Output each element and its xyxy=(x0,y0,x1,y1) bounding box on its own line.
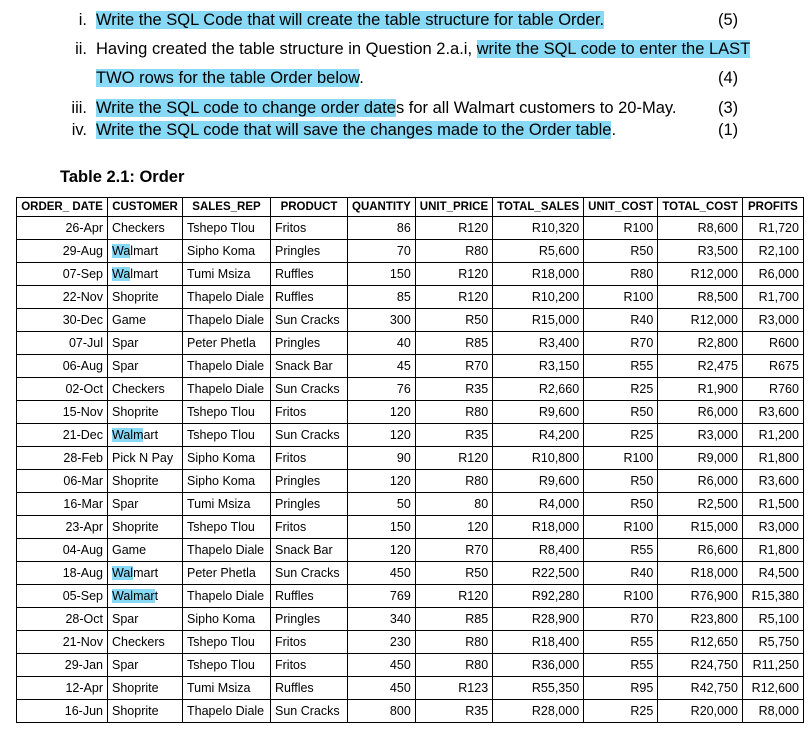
table-row xyxy=(17,516,804,539)
table-row xyxy=(17,447,804,470)
sales-rep-cell: Thapelo Diale xyxy=(183,378,271,401)
profits-cell: R1,500 xyxy=(742,493,803,516)
unit-cost-cell: R100 xyxy=(584,447,658,470)
customer-cell: Walmart xyxy=(108,424,183,447)
quantity-cell: 86 xyxy=(348,217,416,240)
unit-cost-cell: R55 xyxy=(584,539,658,562)
table-row xyxy=(17,562,804,585)
quantity-cell: 450 xyxy=(348,654,416,677)
customer-cell: Shoprite xyxy=(108,700,183,723)
table-row xyxy=(17,401,804,424)
profits-cell: R3,000 xyxy=(742,309,803,332)
product-cell: Ruffles xyxy=(271,677,348,700)
sales-rep-cell: Tshepo Tlou xyxy=(183,424,271,447)
customer-cell: Shoprite xyxy=(108,401,183,424)
quantity-cell: 120 xyxy=(348,539,416,562)
quantity-cell: 150 xyxy=(348,516,416,539)
order-date-cell: 02-Oct xyxy=(17,378,108,401)
total-cost-cell: R24,750 xyxy=(658,654,743,677)
quantity-cell: 300 xyxy=(348,309,416,332)
sales-rep-cell: Thapelo Diale xyxy=(183,355,271,378)
product-cell: Fritos xyxy=(271,654,348,677)
question-mark: (4) xyxy=(718,69,739,87)
customer-cell: Walmart xyxy=(108,240,183,263)
customer-cell: Game xyxy=(108,539,183,562)
question-number: ii. xyxy=(75,40,87,58)
unit-price-cell: R123 xyxy=(415,677,492,700)
sales-rep-cell: Thapelo Diale xyxy=(183,539,271,562)
product-cell: Pringles xyxy=(271,493,348,516)
total-cost-cell: R12,650 xyxy=(658,631,743,654)
total-cost-cell: R3,500 xyxy=(658,240,743,263)
order-date-cell: 06-Mar xyxy=(17,470,108,493)
unit-cost-cell: R100 xyxy=(584,516,658,539)
product-cell: Sun Cracks xyxy=(271,562,348,585)
unit-price-cell: R80 xyxy=(415,240,492,263)
sales-rep-cell: Sipho Koma xyxy=(183,608,271,631)
unit-price-cell: R80 xyxy=(415,654,492,677)
profits-cell: R760 xyxy=(742,378,803,401)
profits-cell: R1,720 xyxy=(742,217,803,240)
product-cell: Fritos xyxy=(271,631,348,654)
order-date-cell: 21-Nov xyxy=(17,631,108,654)
total-cost-cell: R6,000 xyxy=(658,470,743,493)
question-highlight: Write the SQL code to change order date xyxy=(96,99,396,117)
total-sales-cell: R18,000 xyxy=(493,516,584,539)
table-row xyxy=(17,424,804,447)
quantity-cell: 450 xyxy=(348,562,416,585)
total-sales-cell: R15,000 xyxy=(493,309,584,332)
column-header: TOTAL_COST xyxy=(658,198,743,217)
question-text: Having created the table structure in Question 2.a.i, xyxy=(96,40,477,58)
unit-cost-cell: R50 xyxy=(584,493,658,516)
customer-cell: Walmart xyxy=(108,263,183,286)
customer-cell: Shoprite xyxy=(108,677,183,700)
total-cost-cell: R9,000 xyxy=(658,447,743,470)
total-cost-cell: R6,000 xyxy=(658,401,743,424)
total-cost-cell: R1,900 xyxy=(658,378,743,401)
customer-cell: Game xyxy=(108,309,183,332)
sales-rep-cell: Tshepo Tlou xyxy=(183,631,271,654)
product-cell: Fritos xyxy=(271,217,348,240)
total-sales-cell: R4,200 xyxy=(493,424,584,447)
unit-price-cell: R85 xyxy=(415,608,492,631)
quantity-cell: 230 xyxy=(348,631,416,654)
table-row xyxy=(17,217,804,240)
unit-price-cell: R80 xyxy=(415,401,492,424)
unit-price-cell: R120 xyxy=(415,447,492,470)
customer-cell: Spar xyxy=(108,332,183,355)
column-header: PROFITS xyxy=(742,198,803,217)
product-cell: Pringles xyxy=(271,240,348,263)
unit-price-cell: R120 xyxy=(415,585,492,608)
table-header-row xyxy=(17,198,804,217)
sales-rep-cell: Tumi Msiza xyxy=(183,263,271,286)
table-row xyxy=(17,332,804,355)
profits-cell: R1,700 xyxy=(742,286,803,309)
order-date-cell: 18-Aug xyxy=(17,562,108,585)
question-number: iii. xyxy=(71,99,87,117)
total-sales-cell: R9,600 xyxy=(493,470,584,493)
unit-cost-cell: R25 xyxy=(584,378,658,401)
question-number: iv. xyxy=(71,121,87,139)
unit-price-cell: R80 xyxy=(415,631,492,654)
profits-cell: R1,200 xyxy=(742,424,803,447)
customer-cell: Shoprite xyxy=(108,286,183,309)
total-sales-cell: R22,500 xyxy=(493,562,584,585)
table-row xyxy=(17,585,804,608)
sales-rep-cell: Thapelo Diale xyxy=(183,700,271,723)
unit-cost-cell: R55 xyxy=(584,631,658,654)
profits-cell: R15,380 xyxy=(742,585,803,608)
customer-cell: Shoprite xyxy=(108,516,183,539)
order-date-cell: 29-Aug xyxy=(17,240,108,263)
unit-price-cell: R35 xyxy=(415,378,492,401)
profits-cell: R600 xyxy=(742,332,803,355)
unit-cost-cell: R100 xyxy=(584,286,658,309)
total-sales-cell: R10,800 xyxy=(493,447,584,470)
question-highlight: Write the SQL Code that will create the table structure for table Order. xyxy=(96,11,605,29)
total-cost-cell: R18,000 xyxy=(658,562,743,585)
order-date-cell: 06-Aug xyxy=(17,355,108,378)
quantity-cell: 800 xyxy=(348,700,416,723)
total-cost-cell: R12,000 xyxy=(658,263,743,286)
sales-rep-cell: Thapelo Diale xyxy=(183,309,271,332)
customer-cell: Shoprite xyxy=(108,470,183,493)
column-header: QUANTITY xyxy=(348,198,416,217)
quantity-cell: 340 xyxy=(348,608,416,631)
customer-cell: Spar xyxy=(108,654,183,677)
table-row xyxy=(17,677,804,700)
unit-price-cell: R80 xyxy=(415,470,492,493)
product-cell: Pringles xyxy=(271,608,348,631)
unit-price-cell: R70 xyxy=(415,539,492,562)
profits-cell: R6,000 xyxy=(742,263,803,286)
table-row xyxy=(17,355,804,378)
sales-rep-cell: Sipho Koma xyxy=(183,470,271,493)
total-cost-cell: R2,475 xyxy=(658,355,743,378)
product-cell: Snack Bar xyxy=(271,539,348,562)
total-sales-cell: R5,600 xyxy=(493,240,584,263)
profits-cell: R1,800 xyxy=(742,447,803,470)
table-row xyxy=(17,240,804,263)
customer-cell: Pick N Pay xyxy=(108,447,183,470)
unit-cost-cell: R100 xyxy=(584,585,658,608)
quantity-cell: 769 xyxy=(348,585,416,608)
total-sales-cell: R3,150 xyxy=(493,355,584,378)
order-table xyxy=(16,197,804,723)
order-date-cell: 28-Oct xyxy=(17,608,108,631)
table-row xyxy=(17,263,804,286)
total-cost-cell: R42,750 xyxy=(658,677,743,700)
order-date-cell: 28-Feb xyxy=(17,447,108,470)
product-cell: Pringles xyxy=(271,332,348,355)
profits-cell: R675 xyxy=(742,355,803,378)
quantity-cell: 50 xyxy=(348,493,416,516)
unit-price-cell: R120 xyxy=(415,286,492,309)
profits-cell: R4,500 xyxy=(742,562,803,585)
customer-cell: Spar xyxy=(108,493,183,516)
unit-price-cell: 120 xyxy=(415,516,492,539)
question-highlight: Write the SQL code that will save the changes made to the Order table xyxy=(96,121,612,139)
order-date-cell: 16-Jun xyxy=(17,700,108,723)
unit-cost-cell: R50 xyxy=(584,240,658,263)
total-sales-cell: R3,400 xyxy=(493,332,584,355)
profits-cell: R12,600 xyxy=(742,677,803,700)
total-sales-cell: R4,000 xyxy=(493,493,584,516)
profits-cell: R11,250 xyxy=(742,654,803,677)
column-header: UNIT_COST xyxy=(584,198,658,217)
customer-cell: Walmart xyxy=(108,562,183,585)
unit-cost-cell: R80 xyxy=(584,263,658,286)
customer-cell: Checkers xyxy=(108,217,183,240)
total-cost-cell: R12,000 xyxy=(658,309,743,332)
quantity-cell: 450 xyxy=(348,677,416,700)
unit-price-cell: R85 xyxy=(415,332,492,355)
customer-cell: Checkers xyxy=(108,631,183,654)
unit-cost-cell: R50 xyxy=(584,470,658,493)
unit-cost-cell: R50 xyxy=(584,401,658,424)
column-header: UNIT_PRICE xyxy=(415,198,492,217)
table-row xyxy=(17,608,804,631)
unit-cost-cell: R40 xyxy=(584,562,658,585)
order-date-cell: 05-Sep xyxy=(17,585,108,608)
total-cost-cell: R2,500 xyxy=(658,493,743,516)
table-row xyxy=(17,700,804,723)
product-cell: Fritos xyxy=(271,401,348,424)
order-date-cell: 29-Jan xyxy=(17,654,108,677)
customer-cell: Spar xyxy=(108,355,183,378)
profits-cell: R3,000 xyxy=(742,516,803,539)
quantity-cell: 120 xyxy=(348,424,416,447)
product-cell: Snack Bar xyxy=(271,355,348,378)
sales-rep-cell: Tshepo Tlou xyxy=(183,217,271,240)
question-text: s for all Walmart customers to 20-May. xyxy=(395,99,677,117)
total-cost-cell: R15,000 xyxy=(658,516,743,539)
order-date-cell: 22-Nov xyxy=(17,286,108,309)
total-cost-cell: R76,900 xyxy=(658,585,743,608)
unit-cost-cell: R95 xyxy=(584,677,658,700)
column-header: SALES_REP xyxy=(183,198,271,217)
profits-cell: R1,800 xyxy=(742,539,803,562)
total-cost-cell: R6,600 xyxy=(658,539,743,562)
total-sales-cell: R2,660 xyxy=(493,378,584,401)
total-sales-cell: R18,000 xyxy=(493,263,584,286)
total-cost-cell: R23,800 xyxy=(658,608,743,631)
table-title: Table 2.1: Order xyxy=(60,168,185,186)
unit-cost-cell: R40 xyxy=(584,309,658,332)
product-cell: Ruffles xyxy=(271,286,348,309)
sales-rep-cell: Peter Phetla xyxy=(183,562,271,585)
column-header: ORDER_ DATE xyxy=(17,198,108,217)
total-sales-cell: R9,600 xyxy=(493,401,584,424)
profits-cell: R2,100 xyxy=(742,240,803,263)
order-date-cell: 07-Sep xyxy=(17,263,108,286)
quantity-cell: 45 xyxy=(348,355,416,378)
unit-price-cell: R70 xyxy=(415,355,492,378)
order-date-cell: 15-Nov xyxy=(17,401,108,424)
unit-price-cell: R120 xyxy=(415,217,492,240)
customer-cell: Walmart xyxy=(108,585,183,608)
order-date-cell: 21-Dec xyxy=(17,424,108,447)
unit-price-cell: R35 xyxy=(415,700,492,723)
product-cell: Pringles xyxy=(271,470,348,493)
table-row xyxy=(17,539,804,562)
table-row xyxy=(17,309,804,332)
product-cell: Sun Cracks xyxy=(271,700,348,723)
total-cost-cell: R8,600 xyxy=(658,217,743,240)
sales-rep-cell: Sipho Koma xyxy=(183,240,271,263)
total-sales-cell: R18,400 xyxy=(493,631,584,654)
table-row xyxy=(17,654,804,677)
sales-rep-cell: Tshepo Tlou xyxy=(183,654,271,677)
product-cell: Fritos xyxy=(271,516,348,539)
sales-rep-cell: Tshepo Tlou xyxy=(183,401,271,424)
product-cell: Sun Cracks xyxy=(271,309,348,332)
unit-cost-cell: R55 xyxy=(584,654,658,677)
quantity-cell: 120 xyxy=(348,470,416,493)
product-cell: Ruffles xyxy=(271,585,348,608)
total-sales-cell: R36,000 xyxy=(493,654,584,677)
question-mark: (1) xyxy=(718,121,739,139)
quantity-cell: 120 xyxy=(348,401,416,424)
order-date-cell: 30-Dec xyxy=(17,309,108,332)
unit-price-cell: 80 xyxy=(415,493,492,516)
table-row xyxy=(17,286,804,309)
quantity-cell: 40 xyxy=(348,332,416,355)
sales-rep-cell: Thapelo Diale xyxy=(183,286,271,309)
total-cost-cell: R2,800 xyxy=(658,332,743,355)
column-header: PRODUCT xyxy=(271,198,348,217)
quantity-cell: 150 xyxy=(348,263,416,286)
total-cost-cell: R8,500 xyxy=(658,286,743,309)
order-date-cell: 26-Apr xyxy=(17,217,108,240)
total-sales-cell: R28,000 xyxy=(493,700,584,723)
unit-cost-cell: R100 xyxy=(584,217,658,240)
profits-cell: R5,100 xyxy=(742,608,803,631)
question-mark: (5) xyxy=(718,11,739,29)
unit-cost-cell: R70 xyxy=(584,332,658,355)
total-sales-cell: R10,200 xyxy=(493,286,584,309)
quantity-cell: 90 xyxy=(348,447,416,470)
question-highlight: TWO rows for the table Order below xyxy=(96,69,360,87)
sales-rep-cell: Thapelo Diale xyxy=(183,585,271,608)
profits-cell: R3,600 xyxy=(742,401,803,424)
unit-price-cell: R120 xyxy=(415,263,492,286)
sales-rep-cell: Sipho Koma xyxy=(183,447,271,470)
question-text: . xyxy=(359,69,364,87)
question-mark: (3) xyxy=(718,99,739,117)
column-header: CUSTOMER xyxy=(108,198,183,217)
total-sales-cell: R10,320 xyxy=(493,217,584,240)
question-text: . xyxy=(611,121,617,139)
unit-cost-cell: R55 xyxy=(584,355,658,378)
sales-rep-cell: Tumi Msiza xyxy=(183,493,271,516)
sales-rep-cell: Peter Phetla xyxy=(183,332,271,355)
sales-rep-cell: Tumi Msiza xyxy=(183,677,271,700)
total-sales-cell: R8,400 xyxy=(493,539,584,562)
unit-cost-cell: R25 xyxy=(584,424,658,447)
quantity-cell: 85 xyxy=(348,286,416,309)
order-date-cell: 16-Mar xyxy=(17,493,108,516)
total-sales-cell: R92,280 xyxy=(493,585,584,608)
table-row xyxy=(17,378,804,401)
total-sales-cell: R55,350 xyxy=(493,677,584,700)
unit-price-cell: R50 xyxy=(415,309,492,332)
total-cost-cell: R3,000 xyxy=(658,424,743,447)
table-row xyxy=(17,470,804,493)
quantity-cell: 70 xyxy=(348,240,416,263)
product-cell: Fritos xyxy=(271,447,348,470)
unit-cost-cell: R70 xyxy=(584,608,658,631)
profits-cell: R3,600 xyxy=(742,470,803,493)
order-date-cell: 07-Jul xyxy=(17,332,108,355)
unit-price-cell: R50 xyxy=(415,562,492,585)
product-cell: Sun Cracks xyxy=(271,424,348,447)
column-header: TOTAL_SALES xyxy=(493,198,584,217)
table-row xyxy=(17,631,804,654)
total-cost-cell: R20,000 xyxy=(658,700,743,723)
order-date-cell: 23-Apr xyxy=(17,516,108,539)
unit-price-cell: R35 xyxy=(415,424,492,447)
order-date-cell: 04-Aug xyxy=(17,539,108,562)
profits-cell: R8,000 xyxy=(742,700,803,723)
table-row xyxy=(17,493,804,516)
table-body xyxy=(17,217,804,723)
sales-rep-cell: Tshepo Tlou xyxy=(183,516,271,539)
customer-cell: Checkers xyxy=(108,378,183,401)
customer-cell: Spar xyxy=(108,608,183,631)
total-sales-cell: R28,900 xyxy=(493,608,584,631)
product-cell: Ruffles xyxy=(271,263,348,286)
question-highlight: write the SQL code to enter the LAST xyxy=(476,40,751,58)
product-cell: Sun Cracks xyxy=(271,378,348,401)
order-date-cell: 12-Apr xyxy=(17,677,108,700)
question-number: i. xyxy=(78,11,87,29)
unit-cost-cell: R25 xyxy=(584,700,658,723)
profits-cell: R5,750 xyxy=(742,631,803,654)
quantity-cell: 76 xyxy=(348,378,416,401)
